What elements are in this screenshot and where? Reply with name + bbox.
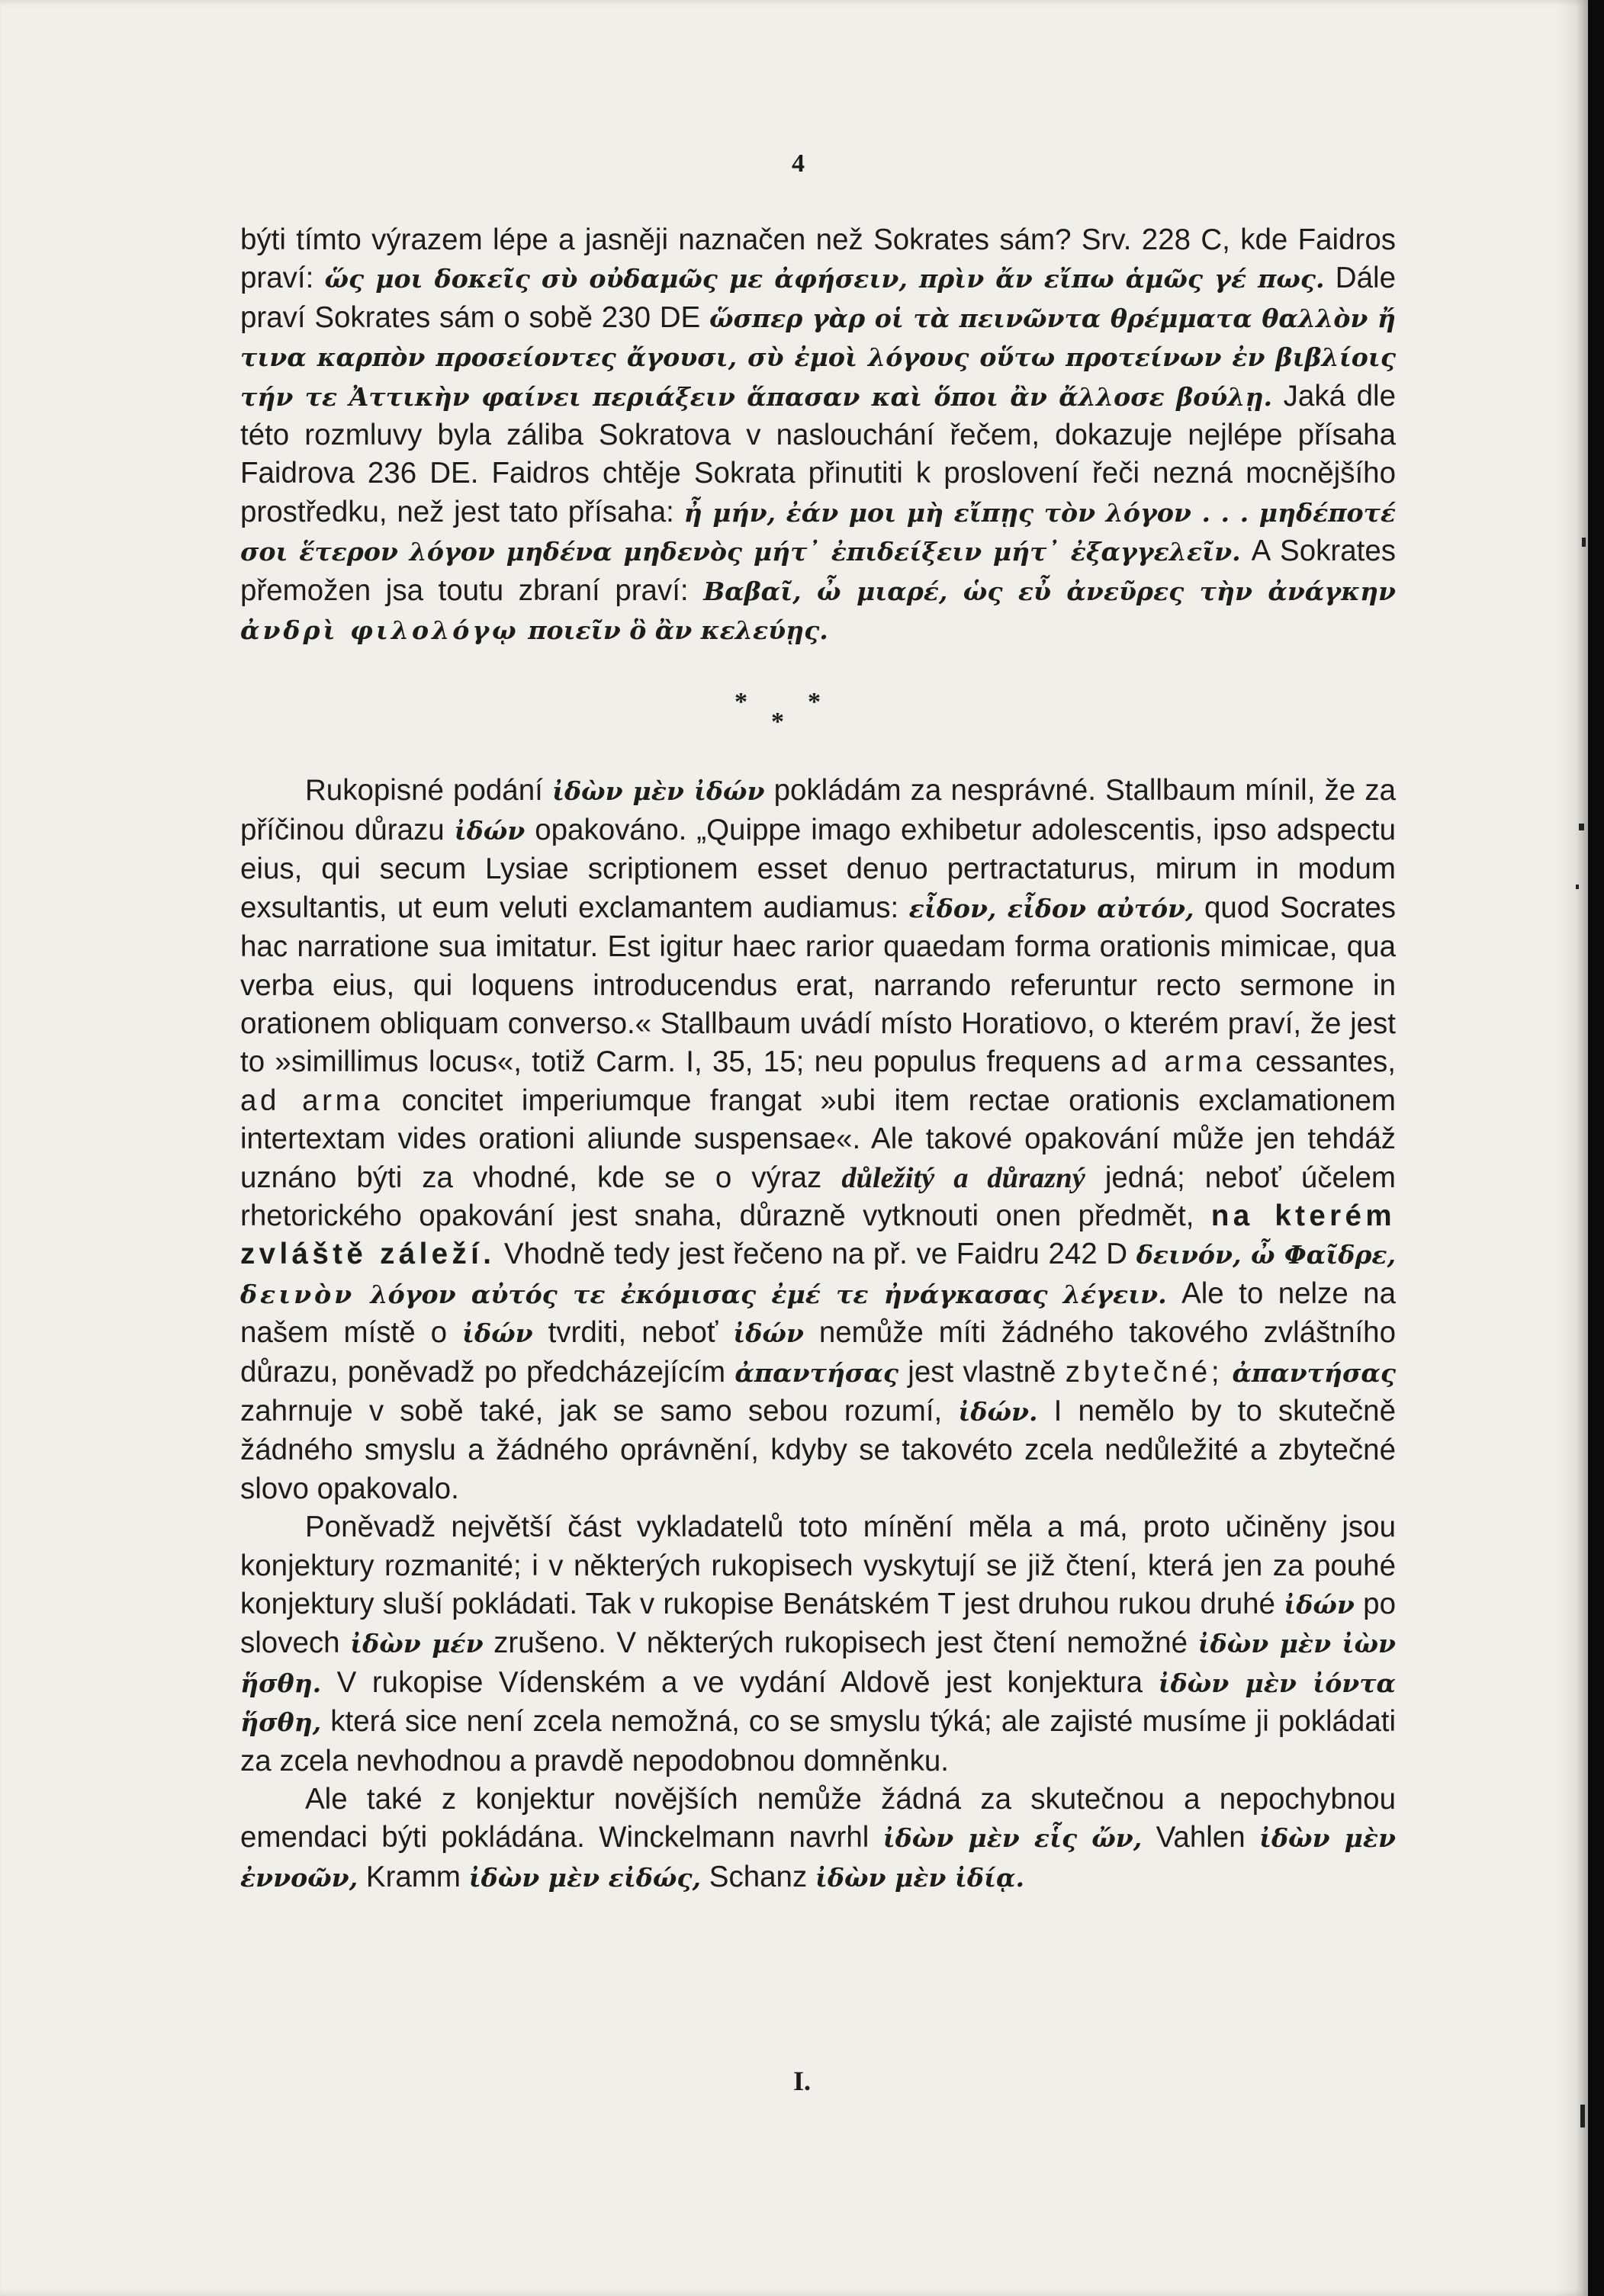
- p2-text: Vhodně tedy jest řečeno na př. ve Faidru 242 D: [495, 1238, 1136, 1271]
- p2-greek: ἰδών: [733, 1318, 804, 1349]
- p1-greek-5: ἀνδρὶ φιλολόγῳ: [240, 615, 519, 646]
- p2-text: Ale to nelze na našem místě o: [240, 1276, 1397, 1350]
- p2-spaced-bold: na kterém zvláště záleží.: [240, 1199, 1396, 1271]
- p2-greek: ἀπαντήσας: [734, 1357, 898, 1388]
- p4-greek: ἰδὼν μὲν εἷς ὤν,: [882, 1823, 1143, 1854]
- p1-greek-2: ὥσπερ γὰρ οἱ τὰ πεινῶντα θρέμματα θαλλὸν ἤ τινα καρπὸν προσείοντες ἄγουσι, σὺ ἐμοὶ λόγους οὕτω προτείνων ἐν βιβλίοις τήν τε Ἀττικὴν φαίνει περιάξειν ἅπασαν καὶ ὅποι ἂν ἄλλοσε βούλῃ.: [240, 303, 1397, 412]
- p1-greek-3: ἦ μήν, ἐάν μοι μὴ εἴπῃς τὸν λόγον . . . μηδέποτέ σοι ἕτερον λόγον μηδένα μηδενὸς μήτ᾽ ἐπιδείξειν μήτ᾽ ἐξαγγελεῖν.: [240, 497, 1396, 567]
- page-edge-shadow: [1556, 0, 1588, 2296]
- p2-greek: ἰδών.: [958, 1396, 1038, 1427]
- p3-greek: ἰδών: [1284, 1590, 1355, 1620]
- p2-greek: ἰδών: [454, 815, 526, 846]
- p2-text: concitet imperiumque frangat »ubi item rectae orationis exclamationem intertextam vides orationi aliunde suspensae«. Ale takové opakování může jen tehdáž uznáno býti za vhodné, kde se o výraz: [240, 1084, 1397, 1194]
- paragraph-4: [240, 1781, 1396, 1897]
- page-number: 4: [792, 149, 805, 178]
- paragraph-3: [240, 1508, 1396, 1781]
- p3-text: zrušeno. V některých rukopisech jest čtení nemožné: [483, 1626, 1198, 1660]
- p2-text: jest vlastně: [898, 1355, 1066, 1389]
- divider-star: *: [771, 708, 784, 737]
- p2-text: Rukopisné podání: [305, 774, 552, 808]
- p4-text: Ale také z konjektur novějších nemůže žádná za skutečnou a nepochybnou emendaci býti pokládána. Winckelmann navrhl: [240, 1783, 1396, 1854]
- paragraph-2: [240, 772, 1396, 1508]
- p2-text: quod Socrates hac narratione sua imitatur. Est igitur haec rarior quaedam forma orationis mimicae, qua verba eius, qui loquens introducendus erat, narrando referuntur recto sermone in orationem obliquam converso.« Stallbaum uvádí místo Horatiovo, o kterém praví, že jest to »simillimus locus«, totiž Carm. I, 35, 15; neu populus frequens: [240, 891, 1396, 1079]
- p3-text: V rukopise Vídenském a ve vydání Aldově jest konjektura: [321, 1665, 1159, 1699]
- p3-text: Poněvadž největší část vykladatelů toto mínění měla a má, proto učiněny jsou konjektury rozmanité; i v některých rukopisech vyskytují se již čtení, která jen za pouhé konjektury sluší pokládati. Tak v rukopise Benátském T jest druhou rukou druhé: [240, 1511, 1396, 1620]
- p2-greek: λόγον αὐτός τε ἐκόμισας ἐμέ τε ἠνάγκασας λέγειν.: [355, 1279, 1167, 1309]
- p2-greek-spaced: δεινὸν: [240, 1279, 355, 1309]
- margin-speck: [1580, 2105, 1585, 2127]
- p2-text: opakováno. „Quippe imago exhibetur adolescentis, ipso adspectu eius, qui secum Lysiae scriptionem esset denuo pertractaturus, mirum in modum exsultantis, ut eum veluti exclamantem audiamus:: [240, 813, 1396, 924]
- p2-text: nemůže míti žádného takového zvláštního důrazu, poněvadž po předcházejícím: [240, 1316, 1396, 1389]
- p2-spaced: ad arma: [1111, 1045, 1246, 1079]
- p1-text-3: Jaká dle této rozmluvy byla záliba Sokratova v naslouchání řečem, dokazuje nejlépe přísaha Faidrova 236 DE. Faidros chtěje Sokrata přinutiti k proslovení řeči nezná mocnějšího prostředku, než jest tato přísaha:: [240, 379, 1396, 528]
- p2-text: jedná; neboť účelem rhetorického opakování jest snaha, důrazně vytknouti onen předmět,: [240, 1161, 1396, 1232]
- p2-greek: εἶδον, εἶδον αὐτόν,: [908, 893, 1194, 923]
- p2-spaced: zbytečné;: [1065, 1355, 1223, 1389]
- p4-text: Schanz: [701, 1860, 815, 1893]
- p2-italic: důležitý a důrazný: [841, 1161, 1085, 1194]
- p3-text: která sice není zcela nemožná, co se smyslu týká; ale zajisté musíme ji pokládati za zcela nevhodnou a pravdě nepodobnou domněnku.: [240, 1705, 1396, 1777]
- p2-text: pokládám za nesprávné. Stallbaum mínil, že za příčinou důrazu: [240, 774, 1396, 846]
- p1-text-2: Dále praví Sokrates sám o sobě 230 DE: [240, 262, 1396, 334]
- p1-greek-1: ὥς μοι δοκεῖς σὺ οὐδαμῶς με ἀφήσειν, πρὶν ἄν εἴπω ἁμῶς γέ πως.: [324, 264, 1325, 294]
- p2-spaced: ad arma: [240, 1084, 384, 1117]
- p1-text-1: býti tímto výrazem lépe a jasněji naznačen než Sokrates sám? Srv. 228 C, kde Faidros praví:: [240, 223, 1396, 295]
- p2-greek: ἰδὼν μὲν ἰδών: [551, 776, 765, 807]
- p4-greek: ἰδὼν μὲν εἰδώς,: [468, 1862, 702, 1893]
- margin-speck: [1582, 538, 1586, 547]
- p3-text: po slovech: [240, 1588, 1396, 1660]
- p4-text: Kramm: [358, 1860, 469, 1893]
- p2-text: I nemělo by to skutečně žádného smyslu a žádného oprávnění, kdyby se takovéto zcela nedůležité a zbytečné slovo opakovalo.: [240, 1394, 1396, 1505]
- signature-mark: I.: [793, 2066, 812, 2096]
- p2-text: cessantes,: [1245, 1045, 1396, 1079]
- p2-text: zahrnuje v sobě také, jak se samo sebou rozumí,: [240, 1394, 959, 1427]
- divider-star: *: [734, 688, 747, 717]
- p4-greek: ἰδὼν μὲν ἐννοῶν,: [240, 1823, 1397, 1893]
- p1-text-4: A Sokrates přemožen jsa toutu zbraní praví:: [240, 535, 1396, 607]
- body-text: [240, 221, 1396, 1897]
- p1-greek-6: ποιεῖν ὃ ἂν κελεύῃς.: [519, 615, 828, 646]
- p2-text: tvrditi, neboť: [532, 1316, 734, 1350]
- p2-greek: ἀπαντήσας: [1232, 1357, 1397, 1388]
- p2-text: [1223, 1356, 1232, 1389]
- margin-speck: [1579, 824, 1584, 830]
- divider-star: *: [808, 688, 821, 717]
- paragraph-1: [240, 221, 1396, 650]
- p4-text: Vahlen: [1142, 1821, 1259, 1854]
- section-divider-stars: [240, 670, 1396, 746]
- p3-greek: ἰδὼν μὲν ἰόντα ἥσθη,: [240, 1668, 1397, 1738]
- p4-greek: ἰδὼν μὲν ἰδίᾳ.: [815, 1862, 1025, 1893]
- p2-greek: δεινόν, ὦ Φαῖδρε,: [1136, 1240, 1397, 1270]
- margin-speck: [1576, 885, 1579, 889]
- p3-greek: ἰδὼν μέν: [350, 1629, 484, 1659]
- p3-greek: ἰδὼν μὲν ἰὼν ἥσθη.: [240, 1629, 1396, 1698]
- p1-greek-4: Βαβαῖ, ὦ μιαρέ, ὡς εὖ ἀνεῦρες τὴν ἀνάγκην: [703, 576, 1396, 606]
- p2-greek: ἰδών: [462, 1318, 533, 1349]
